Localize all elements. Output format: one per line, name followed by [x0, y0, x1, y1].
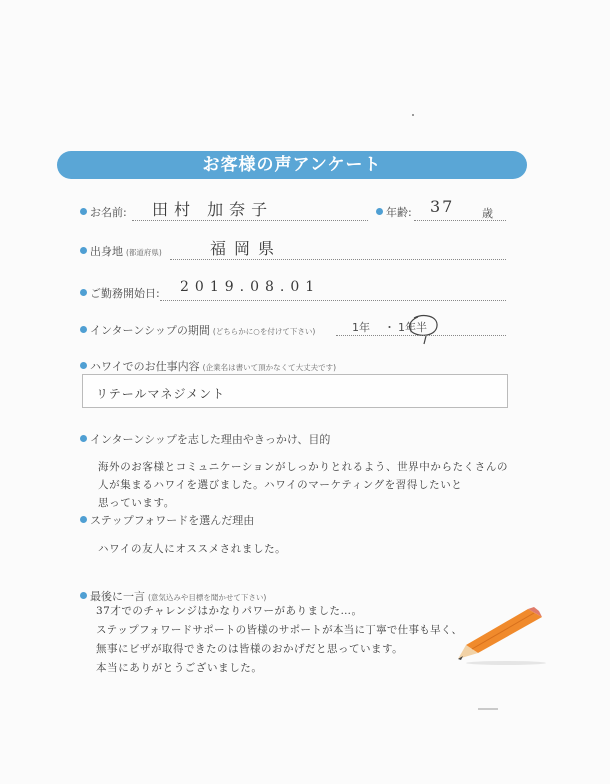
birthplace-label: 出身地	[90, 245, 123, 258]
pencil-icon	[454, 605, 549, 665]
age-unit: 歳	[482, 207, 493, 220]
scan-speck	[478, 708, 498, 710]
name-field	[80, 204, 127, 220]
start-date-value: 2019.08.01	[180, 279, 321, 295]
job-label: ハワイでのお仕事内容	[90, 360, 200, 373]
why-staff-label: ステップフォワードを選んだ理由	[90, 514, 255, 527]
period-option-1-5year: 1年半	[398, 321, 427, 334]
age-field	[376, 204, 412, 220]
comment-line-2: ステップフォワードサポートの皆様のサポートが本当に丁寧で仕事も早く、	[96, 624, 463, 636]
name-label: お名前:	[90, 206, 127, 219]
period-label: インターンシップの期間	[90, 324, 210, 337]
age-label: 年齢:	[386, 206, 412, 219]
comment-label: 最後に一言	[90, 590, 145, 603]
survey-title: お客様の声アンケート	[57, 151, 527, 179]
comment-line-3: 無事にビザが取得できたのは皆様のおかげだと思っています。	[96, 643, 404, 655]
reason-line-3: 思っています。	[98, 497, 175, 509]
start-date-label: ご勤務開始日:	[90, 287, 160, 300]
period-underline	[336, 335, 506, 336]
birthplace-underline	[170, 259, 506, 260]
bullet-dot-icon	[80, 592, 87, 599]
birthplace-value: 福岡県	[210, 239, 283, 258]
bullet-dot-icon	[80, 326, 87, 333]
why-staff-field	[80, 512, 254, 528]
scan-speck	[412, 114, 414, 116]
start-date-field	[80, 285, 160, 301]
bullet-dot-icon	[80, 516, 87, 523]
bullet-dot-icon	[376, 208, 383, 215]
comment-field	[80, 588, 266, 604]
bullet-dot-icon	[80, 435, 87, 442]
period-option-1year: 1年	[352, 321, 370, 334]
period-separator: ・	[384, 321, 395, 334]
period-note: (どちらかに○を付けて下さい)	[212, 327, 316, 336]
birthplace-note: (都道府県)	[126, 248, 162, 257]
age-value: 37	[430, 197, 455, 216]
job-value: リテールマネジメント	[96, 387, 226, 401]
why-staff-value: ハワイの友人にオススメされました。	[98, 543, 287, 555]
selected-circle-mark-icon	[404, 312, 440, 346]
bullet-dot-icon	[80, 247, 87, 254]
start-date-underline	[160, 300, 506, 301]
birthplace-field	[80, 243, 162, 259]
job-field	[80, 358, 336, 374]
comment-line-1: 37才でのチャレンジはかなりパワーがありました…。	[96, 605, 363, 617]
reason-line-2: 人が集まるハワイを選びました。ハワイのマーケティングを習得したいと	[98, 479, 463, 491]
period-field	[80, 322, 315, 338]
age-underline	[414, 220, 506, 221]
comment-line-4: 本当にありがとうございました。	[96, 662, 263, 674]
bullet-dot-icon	[80, 289, 87, 296]
comment-note: (意気込みや目標を聞かせて下さい)	[148, 593, 267, 602]
reason-label: インターンシップを志した理由やきっかけ、目的	[90, 433, 331, 446]
bullet-dot-icon	[80, 362, 87, 369]
bullet-dot-icon	[80, 208, 87, 215]
reason-line-1: 海外のお客様とコミュニケーションがしっかりとれるよう、世界中からたくさんの	[98, 461, 509, 473]
reason-field	[80, 431, 330, 447]
name-value: 田村 加奈子	[152, 200, 274, 219]
job-note: (企業名は書いて頂かなくて大丈夫です)	[202, 363, 337, 372]
name-underline	[132, 220, 368, 221]
